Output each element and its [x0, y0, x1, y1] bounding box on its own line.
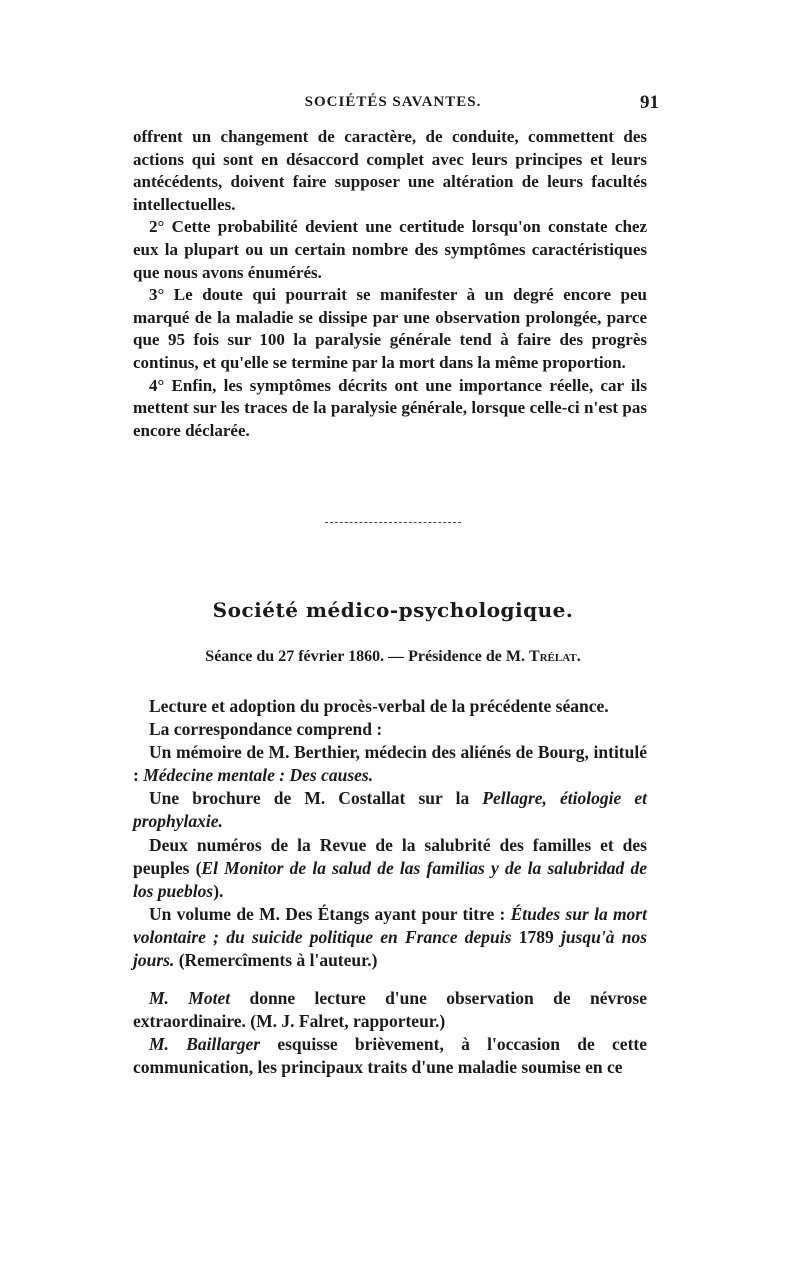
section-divider [325, 522, 461, 523]
paragraph-point-2: 2° Cette probabilité devient une certitude lorsqu'on constate chez eux la plupart ou un certain nombre des symptômes caractéristiques que nous avons énumérés. [133, 217, 647, 282]
text-run: ). [213, 880, 224, 901]
text-run: Une brochure de M. Costallat sur la [149, 788, 483, 809]
text-run: Un mémoire de M. Berthier, médecin des aliénés de Bourg, intitulé : [133, 742, 647, 786]
paragraph-revue [133, 834, 647, 903]
paragraph-point-4: 4° Enfin, les symptômes décrits ont une importance réelle, car ils mettent sur les traces de la paralysie générale, lorsque celle-ci n'est pas encore déclarée. [133, 375, 647, 440]
paragraph-berthier [133, 741, 647, 787]
title-italic: Pellagre, étiologie et prophylaxie. [133, 788, 647, 832]
text-run: Un volume de M. Des Étangs ayant pour titre : [149, 903, 511, 924]
paragraph-correspondence: La correspondance comprend : [149, 719, 383, 740]
section-title: Société médico-psychologique. [212, 598, 574, 622]
title-italic: El Monitor de la salud de las familias y de la salubridad de los pueblos [133, 857, 647, 901]
paragraph-point-3: 3° Le doute qui pourrait se manifester à un degré encore peu marqué de la maladie se dissipe par une observation prolongée, parce que 95 fois sur 100 la paralysie générale tend à faire des progrès continus, et qu'elle se termine par la mort dans la même proportion. [133, 285, 647, 372]
title-italic: Médecine mentale : Des causes. [143, 765, 374, 786]
running-title: SOCIÉTÉS SAVANTES. [304, 94, 482, 110]
text-run: (Remercîments à l'auteur.) [174, 950, 378, 971]
upper-text [133, 126, 647, 442]
paragraph-continuation: offrent un changement de caractère, de conduite, commettent des actions qui sont en désaccord complet avec leurs principes et leurs antécédents, doivent faire supposer une altération de leurs facultés intellectuelles. [133, 127, 647, 214]
title-italic: Études sur la mort volontaire ; du suicide politique en France depuis [133, 903, 647, 947]
paragraph-minutes: Lecture et adoption du procès-verbal de la précédente séance. [149, 696, 609, 716]
lower-text [133, 695, 647, 1080]
paragraph-des-etangs [133, 903, 647, 972]
speaker-name: M. Motet [149, 988, 231, 1009]
paragraph-baillarger [133, 1033, 647, 1079]
text-run: esquisse brièvement, à l'occasion de cette communication, les principaux traits d'une maladie soumise en ce [133, 1034, 647, 1078]
title-italic: jusqu'à nos jours. [133, 926, 648, 971]
paragraph-gap [133, 972, 647, 987]
speaker-name: M. Baillarger [149, 1034, 261, 1055]
session-end: . [576, 648, 581, 665]
paragraph-motet [133, 987, 647, 1033]
running-head [133, 92, 659, 116]
session-date: Séance du 27 février 1860. — Présidence de M. [205, 648, 529, 665]
session-line [133, 648, 653, 666]
page-number: 91 [640, 92, 659, 113]
text-run: donne lecture d'une observation de névrose extraordinaire. (M. J. Falret, rapporteur.) [133, 988, 647, 1032]
text-run: 1789 [511, 926, 561, 947]
paragraph-costallat [133, 787, 647, 833]
president-name: Trélat [528, 648, 577, 665]
text-run: Deux numéros de la Revue de la salubrité des familles et des peuples ( [133, 834, 647, 878]
